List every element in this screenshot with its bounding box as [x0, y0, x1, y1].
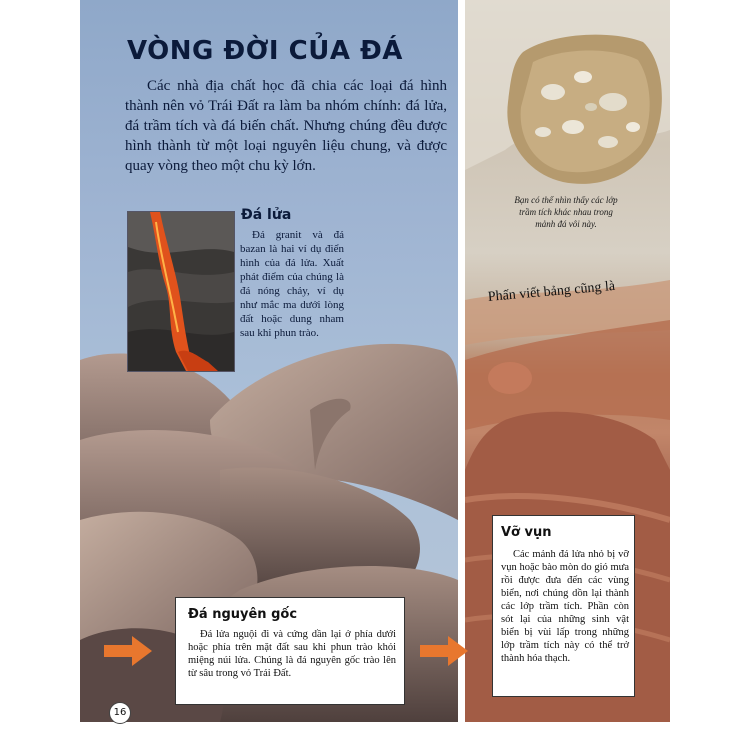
arrow-right-icon [104, 636, 152, 666]
limestone-photo [503, 32, 667, 190]
intro-paragraph: Các nhà địa chất học đã chia các loại đá hình thành nên vỏ Trái Đất ra làm ba nhóm chính: đá lửa, đá trầm tích và đá biến chất. Nhưng chúng đều được hình thành từ một loại nguyên liệu chung, và được quay vòng theo một chu kỳ lớn. [125, 78, 447, 174]
debris-heading: Vỡ vụn [501, 525, 552, 540]
origin-box [175, 597, 405, 705]
page-number: 16 [109, 702, 131, 724]
origin-heading: Đá nguyên gốc [188, 607, 298, 622]
origin-text: Đá lửa nguội đi và cứng dần lại ở phía dưới hoặc phía trên mặt đất sau khi phun trào khỏi miệng núi lửa. Chúng là đá nguyên gốc trào lên từ sâu trong vỏ Trái Đất. [188, 629, 396, 679]
chalk-note: Phấn viết bảng cũng là [487, 278, 616, 305]
limestone-caption: Bạn có thể nhìn thấy các lớp trầm tích khác nhau trong mảnh đá vôi này. [514, 195, 618, 229]
igneous-heading: Đá lửa [241, 207, 292, 223]
igneous-text: Đá granit và đá bazan là hai ví dụ điển hình của đá lửa. Xuất phát điểm của chúng là đá nóng chảy, ví dụ như mắc ma dưới lòng đất hoặc dung nham sau khi phun trào. [240, 229, 344, 339]
lava-flow-image [128, 212, 234, 371]
debris-box [492, 515, 635, 697]
debris-text: Các mảnh đá lửa nhỏ bị vỡ vụn hoặc bào mòn do gió mưa rồi được đưa đến các vùng biển, nơi chúng dồn lại thành các lớp trầm tích. Phần còn sót lại của những sinh vật biển bị vùi lấp trong những lớp trầm tích này có thể trở thành hóa thạch. [501, 549, 629, 664]
lava-photo [127, 211, 235, 372]
page-divider [458, 0, 465, 722]
page-title: VÒNG ĐỜI CỦA ĐÁ [127, 36, 403, 66]
limestone-rock-image [503, 32, 667, 190]
arrow-right-icon [420, 636, 468, 666]
